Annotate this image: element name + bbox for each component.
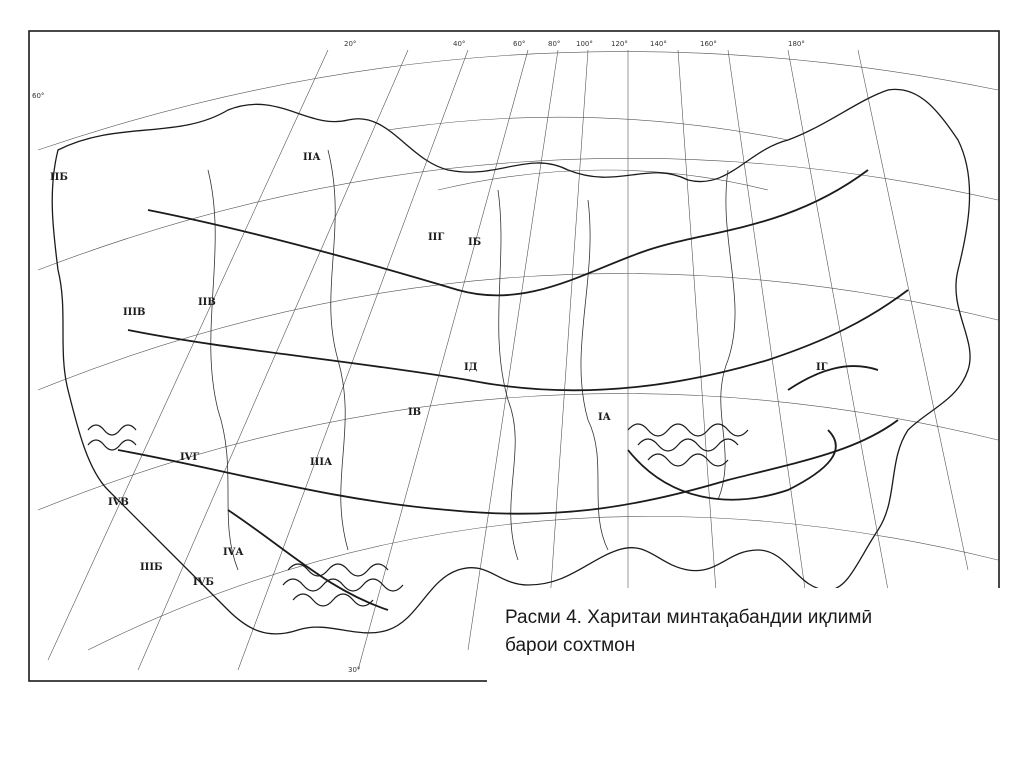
degree-label: 120° (611, 40, 628, 48)
zone-label: IIIВ (123, 307, 146, 318)
degree-label: 160° (700, 40, 717, 48)
degree-label: 60° (513, 40, 526, 48)
climate-zoning-map (28, 30, 1000, 682)
degree-label: 140° (650, 40, 667, 48)
zone-label: IIА (303, 152, 321, 163)
degree-label: 80° (548, 40, 561, 48)
zone-label: IIIА (310, 457, 333, 468)
zone-label: IА (598, 412, 611, 423)
zone-label: IVБ (193, 577, 214, 588)
zone-label: IVГ (180, 452, 200, 463)
degree-label: 180° (788, 40, 805, 48)
zone-label: IIВ (198, 297, 216, 308)
figure-caption (505, 604, 965, 660)
degree-label: 30° (348, 666, 361, 674)
degree-label: 100° (576, 40, 593, 48)
zone-label: IVА (223, 547, 244, 558)
zone-label: IВ (408, 407, 422, 418)
zone-label: IVВ (108, 497, 129, 508)
zone-label: IД (464, 362, 478, 373)
zone-label: IIIБ (140, 562, 163, 573)
degree-label: 60° (32, 92, 45, 100)
zone-label: IБ (468, 237, 482, 248)
zone-label: IIГ (428, 232, 445, 243)
caption-line-1: Расми 4. Харитаи минтақабандии иқлимӣ (505, 607, 873, 628)
zone-label: IГ (816, 362, 828, 373)
degree-label: 20° (344, 40, 357, 48)
caption-line-2: барои сохтмон (505, 635, 636, 656)
degree-label: 40° (453, 40, 466, 48)
zone-label: IIБ (50, 172, 68, 183)
